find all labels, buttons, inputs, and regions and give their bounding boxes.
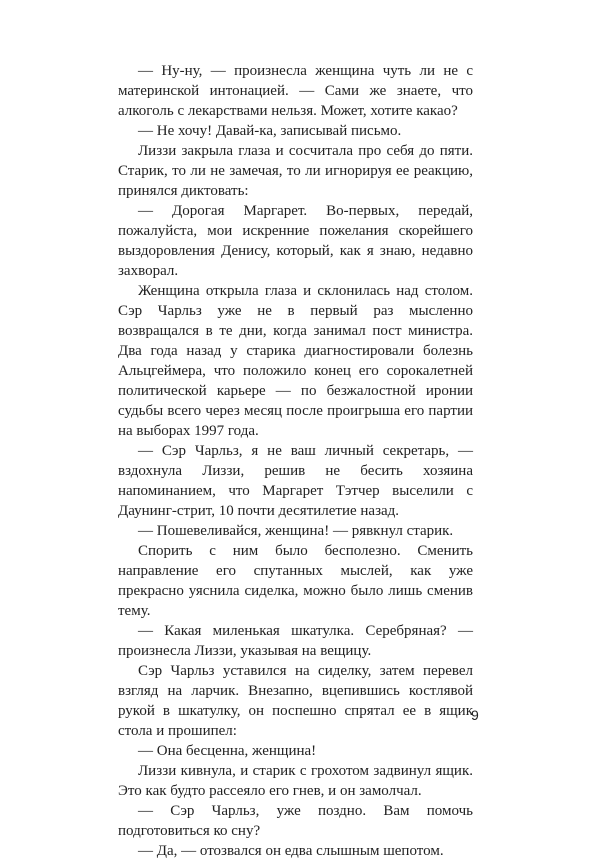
page-number: 9 xyxy=(471,707,479,723)
paragraph: Спорить с ним было бесполезно. Сменить направление его спутанных мыслей, как уже прекрасно уяснила сиделка, можно было лишь сменив тему. xyxy=(118,543,473,619)
paragraph: Лиззи закрыла глаза и сосчитала про себя до пяти. Старик, то ли не замечая, то ли игнорируя ее реакцию, принялся диктовать: xyxy=(118,143,473,199)
paragraph: Сэр Чарльз уставился на сиделку, затем перевел взгляд на ларчик. Внезапно, вцепившись костлявой рукой в шкатулку, он поспешно спрятал ее в ящик стола и прошипел: xyxy=(118,663,473,739)
paragraph: — Она бесценна, женщина! xyxy=(138,743,317,759)
paragraph: — Ну-ну, — произнесла женщина чуть ли не с материнской интонацией. — Сами же знаете, что алкоголь с лекарствами нельзя. Может, хотите какао? xyxy=(118,63,473,119)
paragraph: — Сэр Чарльз, уже поздно. Вам помочь подготовиться ко сну? xyxy=(118,803,473,839)
paragraph: — Дорогая Маргарет. Во-первых, передай, пожалуйста, мои искренние пожелания скорейшего выздоровления Денису, который, как я знаю, недавно захворал. xyxy=(118,203,473,279)
paragraph: Лиззи кивнула, и старик с грохотом задвинул ящик. Это как будто рассеяло его гнев, и он замолчал. xyxy=(118,763,473,799)
paragraph: — Какая миленькая шкатулка. Серебряная? — произнесла Лиззи, указывая на вещицу. xyxy=(118,623,473,659)
paragraph: — Пошевеливайся, женщина! — рявкнул старик. xyxy=(138,523,454,539)
paragraph: — Да, — отозвался он едва слышным шепотом. xyxy=(138,843,444,859)
paragraph: Женщина открыла глаза и склонилась над столом. Сэр Чарльз уже не в первый раз мысленно возвращался в те дни, когда занимал пост министра. Два года назад у старика диагностировали болезнь Альцгеймера, что положило конец его сорокалетней политической карьере — по безжалостной иронии судьбы всего через месяц после проигрыша его партии на выборах 1997 года. xyxy=(118,283,473,439)
body-text xyxy=(118,61,473,861)
paragraph: — Не хочу! Давай-ка, записывай письмо. xyxy=(138,123,402,139)
paragraph: — Сэр Чарльз, я не ваш личный секретарь, — вздохнула Лиззи, решив не бесить хозяина напоминанием, что Маргарет Тэтчер выселили с Даунинг-стрит, 10 почти десятилетие назад. xyxy=(118,443,473,519)
